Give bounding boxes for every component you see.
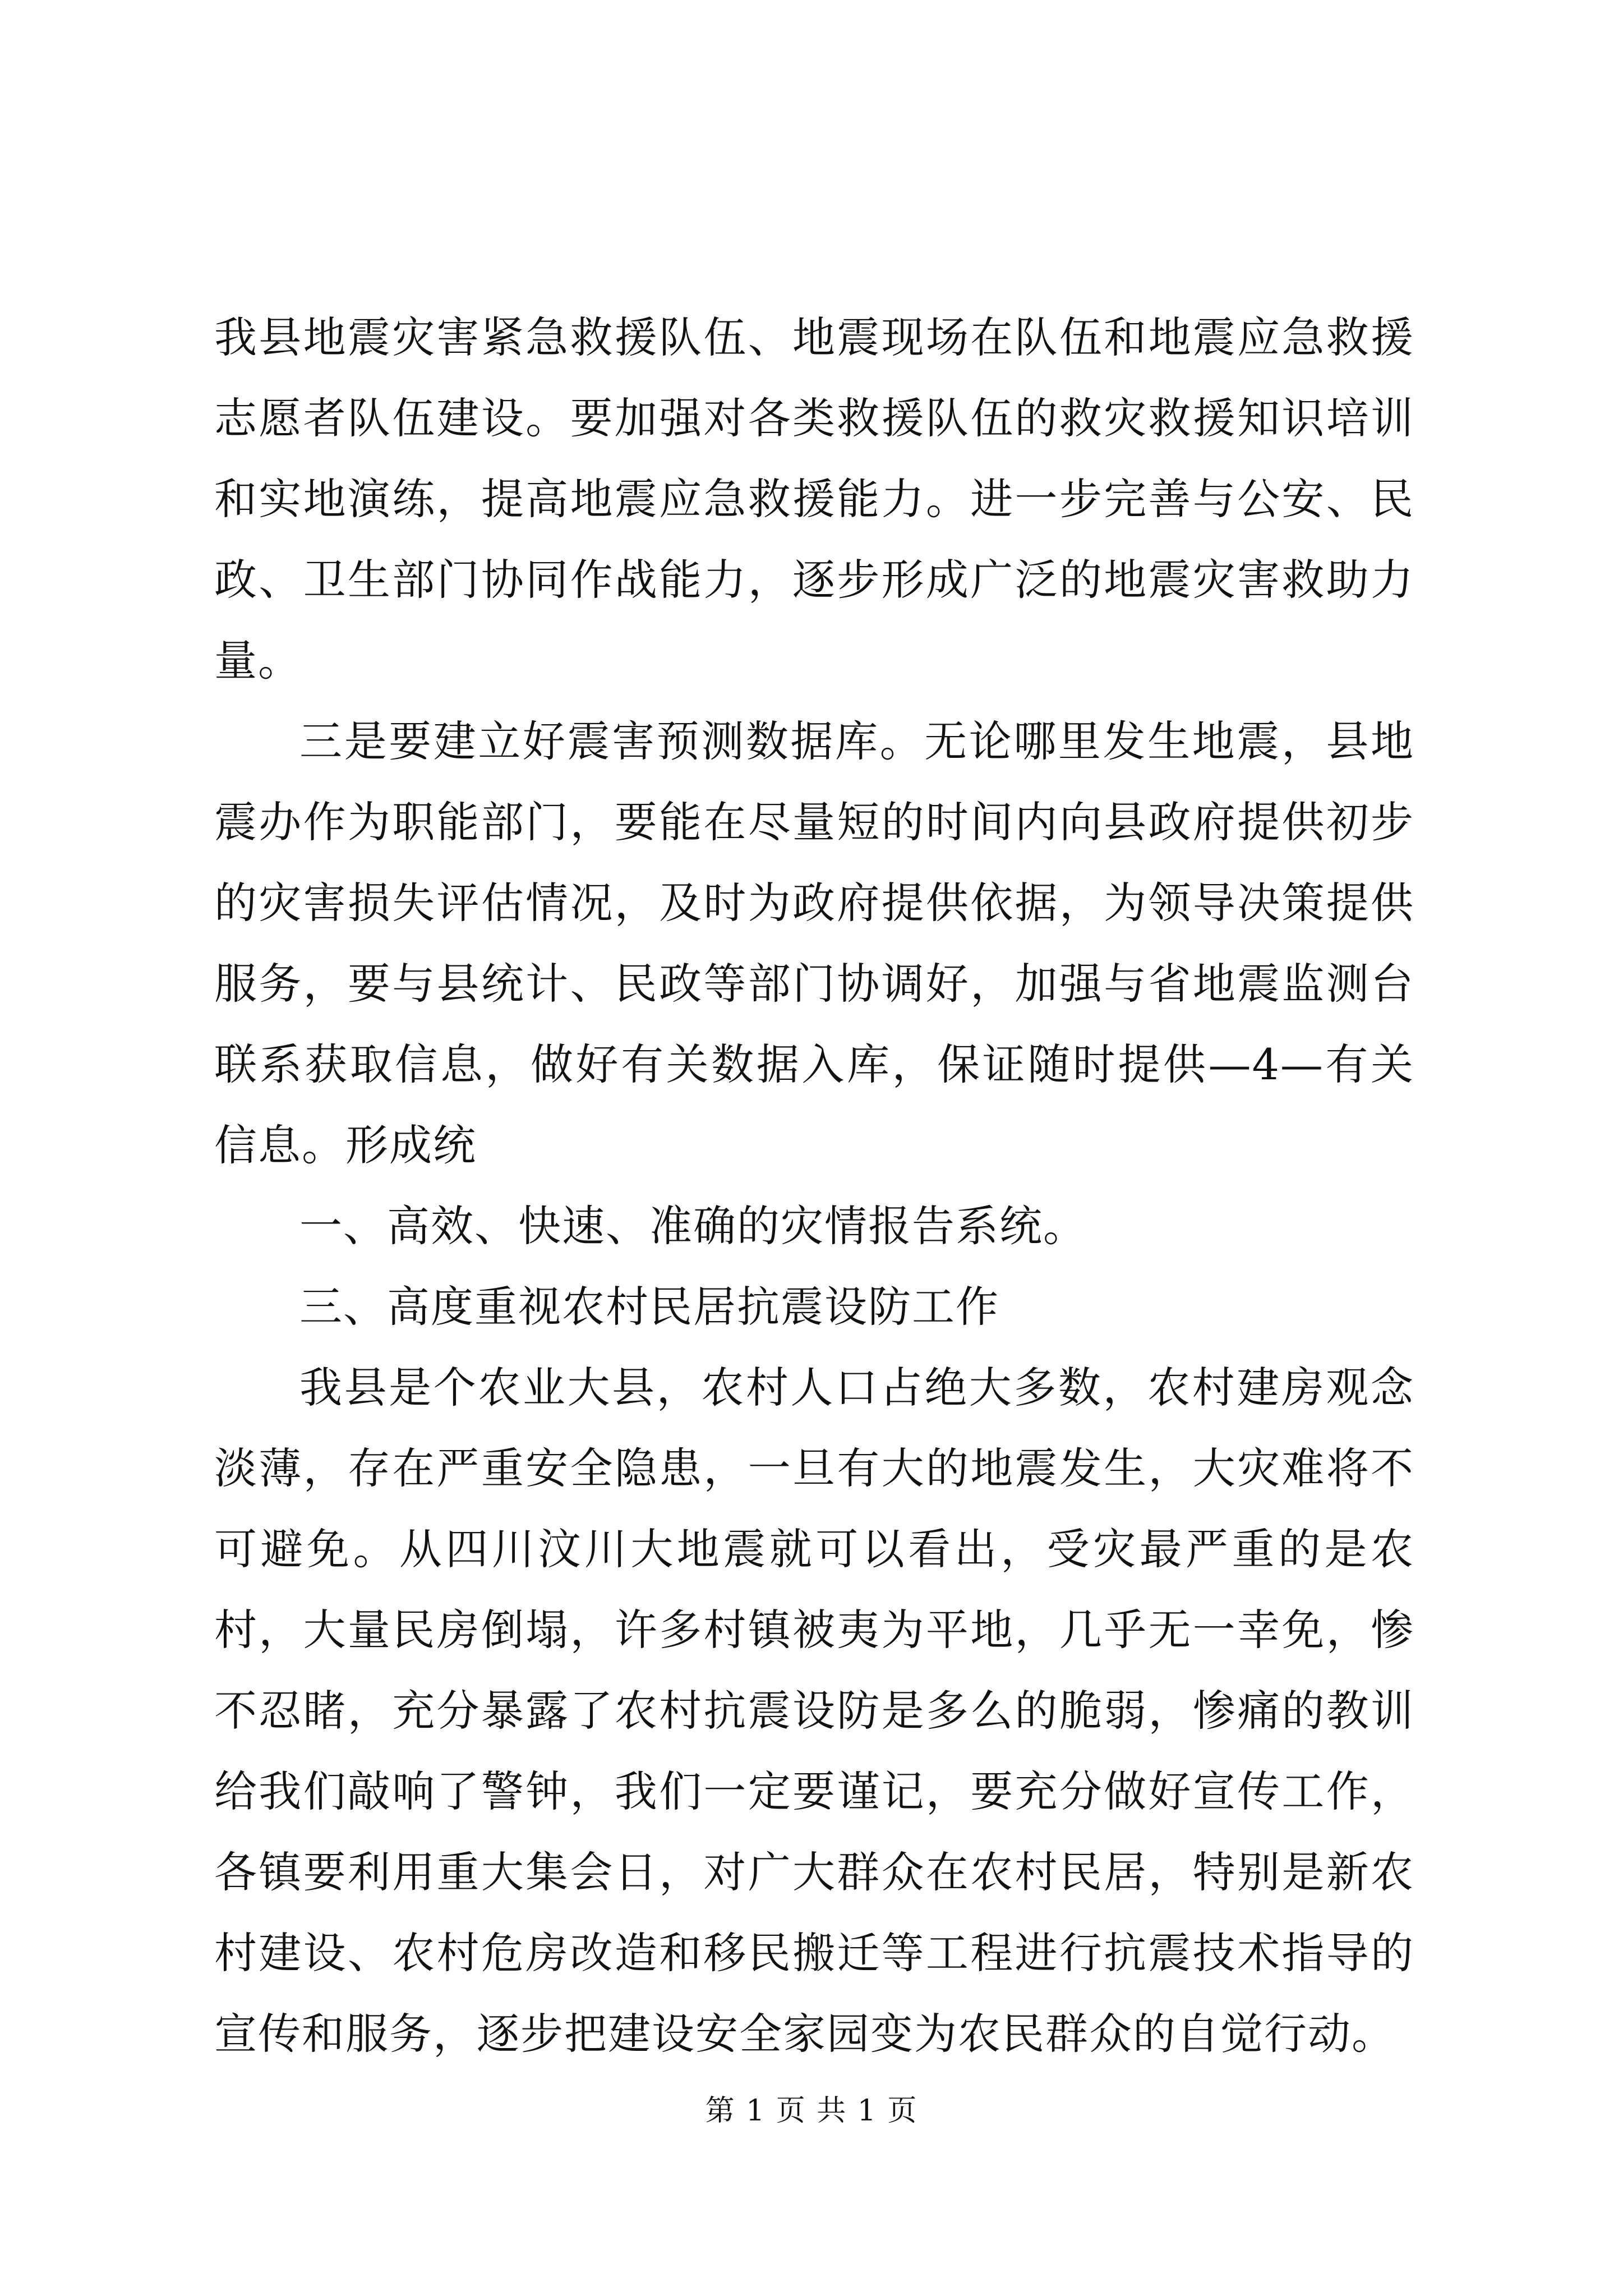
page-footer: 第 1 页 共 1 页 <box>705 2094 918 2128</box>
paragraph-report-system: 一、高效、快速、准确的灾情报告系统。 <box>299 1201 1087 1251</box>
paragraph-damage-database: 三是要建立好震害预测数据库。无论哪里发生地震，县地震办作为职能部门，要能在尽量短的时间内向县政府提供初步的灾害损失评估情况，及时为政府提供依据，为领导决策提供服务，要与县统计、民政等部门协调好，加强与省地震监测台联系获取信息，做好有关数据入库，保证随时提供—4—有关信息。形成统 <box>214 716 1414 1170</box>
section-heading-rural-housing: 三、高度重视农村民居抗震设防工作 <box>299 1282 999 1332</box>
paragraph-volunteer-teams: 我县地震灾害紧急救援队伍、地震现场在队伍和地震应急救援志愿者队伍建设。要加强对各类救援队伍的救灾救援知识培训和实地演练，提高地震应急救援能力。进一步完善与公安、民政、卫生部门协同作战能力，逐步形成广泛的地震灾害救助力量。 <box>214 312 1414 685</box>
document-body <box>214 297 1414 2074</box>
paragraph-rural-housing: 我县是个农业大县，农村人口占绝大多数，农村建房观念淡薄，存在严重安全隐患，一旦有大的地震发生，大灾难将不可避免。从四川汶川大地震就可以看出，受灾最严重的是农村，大量民房倒塌，许多村镇被夷为平地，几乎无一幸免，惨不忍睹，充分暴露了农村抗震设防是多么的脆弱，惨痛的教训给我们敲响了警钟，我们一定要谨记，要充分做好宣传工作，各镇要利用重大集会日，对广大群众在农村民居，特别是新农村建设、农村危房改造和移民搬迁等工程进行抗震技术指导的宣传和服务，逐步把建设安全家园变为农民群众的自觉行动。 <box>214 1363 1414 2059</box>
